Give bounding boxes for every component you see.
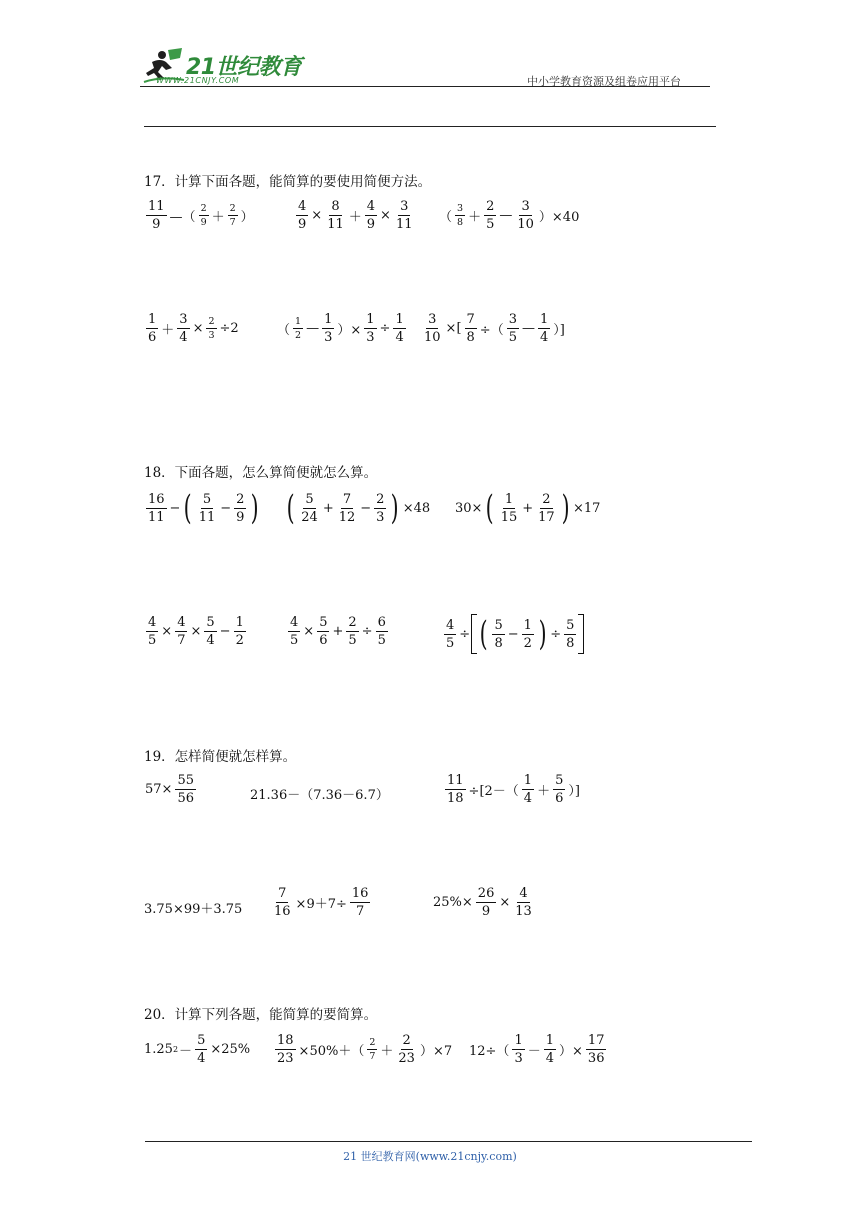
- footer-link[interactable]: 21 世纪教育网(www.21cnjy.com): [343, 1150, 517, 1163]
- q18-expr-3: 30× ( $\frac{1}{15}$ + $\frac{2}{17}$ ) ×17: [455, 488, 601, 528]
- q19-expr-2: 21.36－（7.36－6.7）: [250, 788, 389, 803]
- q17-expr-6: $\frac{3}{10}$ ×[ $\frac{7}{8}$ ÷（ $\frac{3}{5}$ — $\frac{1}{4}$ ）]: [424, 312, 565, 345]
- q18-expr-1: $\frac{16}{11}$ − ( $\frac{5}{11}$ − $\frac{2}{9}$ ): [148, 488, 260, 528]
- q20-expr-3: 12÷（ $\frac{1}{3}$ － $\frac{1}{4}$ ）× $\frac{17}{36}$: [469, 1033, 605, 1066]
- q19-expr-5: $\frac{7}{16}$ ×9＋7÷ $\frac{16}{7}$: [274, 886, 369, 919]
- q17-expr-5: （ $\frac{1}{2}$ — $\frac{1}{3}$ ）× $\frac{1}{3}$ ÷ $\frac{1}{4}$: [277, 312, 404, 345]
- q19-title: 19．怎样简便就怎样算。: [144, 749, 297, 765]
- logo-text: 21世纪教育: [186, 55, 302, 80]
- q20-expr-1: 1.25 2 － $\frac{5}{4}$ ×25%: [144, 1033, 251, 1066]
- q17-expr-2: $\frac{4}{9}$ × $\frac{8}{11}$ ＋ $\frac{4}{9}$ × $\frac{3}{11}$: [298, 199, 413, 232]
- content-top-divider: [144, 126, 716, 127]
- q19-expr-6: 25%× $\frac{26}{9}$ × $\frac{4}{13}$: [433, 886, 532, 919]
- q20-expr-2: $\frac{18}{23}$ ×50%＋（ $\frac{2}{7}$ ＋ $\frac{2}{23}$ ）×7: [277, 1033, 453, 1066]
- q19-expr-1: 57× $\frac{55}{56}$: [145, 773, 194, 806]
- q17-expr-3: （ $\frac{3}{8}$ ＋ $\frac{2}{5}$ — $\frac{3}{10}$ ）×40: [439, 199, 580, 232]
- logo-url: WWW.21CNJY.COM: [156, 76, 240, 85]
- q18-expr-5: $\frac{4}{5}$ × $\frac{5}{6}$ + $\frac{2}{5}$ ÷ $\frac{6}{5}$: [290, 615, 386, 648]
- q18-expr-6: $\frac{4}{5}$ ÷ ( $\frac{5}{8}$ − $\frac{1}{2}$ ) ÷ $\frac{5}{8}$: [442, 614, 584, 654]
- q18-title: 18．下面各题，怎么算简便就怎么算。: [144, 465, 378, 481]
- site-logo[interactable]: [142, 46, 322, 90]
- q17-expr-4: $\frac{1}{6}$ ＋ $\frac{3}{4}$ × $\frac{2}{3}$ ÷2: [148, 312, 239, 345]
- q18-expr-4: $\frac{4}{5}$ × $\frac{4}{7}$ × $\frac{5}{4}$ − $\frac{1}{2}$: [148, 615, 244, 648]
- q19-expr-3: $\frac{11}{18}$ ÷[2－（ $\frac{1}{4}$ ＋ $\frac{5}{6}$ ）]: [447, 773, 580, 806]
- footer-divider: [145, 1141, 752, 1142]
- q18-expr-2: ( $\frac{5}{24}$ + $\frac{7}{12}$ − $\frac{2}{3}$ ) ×48: [286, 488, 431, 528]
- q17-expr-1: $\frac{11}{9}$ —（ $\frac{2}{9}$ ＋ $\frac{2}{7}$ ）: [148, 199, 254, 232]
- header-divider: [140, 86, 710, 87]
- q17-title: 17．计算下面各题，能简算的要使用简便方法。: [144, 174, 432, 190]
- header-platform-text: 中小学教育资源及组卷应用平台: [527, 75, 681, 88]
- q19-expr-4: 3.75×99＋3.75: [144, 902, 243, 917]
- q20-title: 20．计算下列各题，能简算的要简算。: [144, 1007, 378, 1023]
